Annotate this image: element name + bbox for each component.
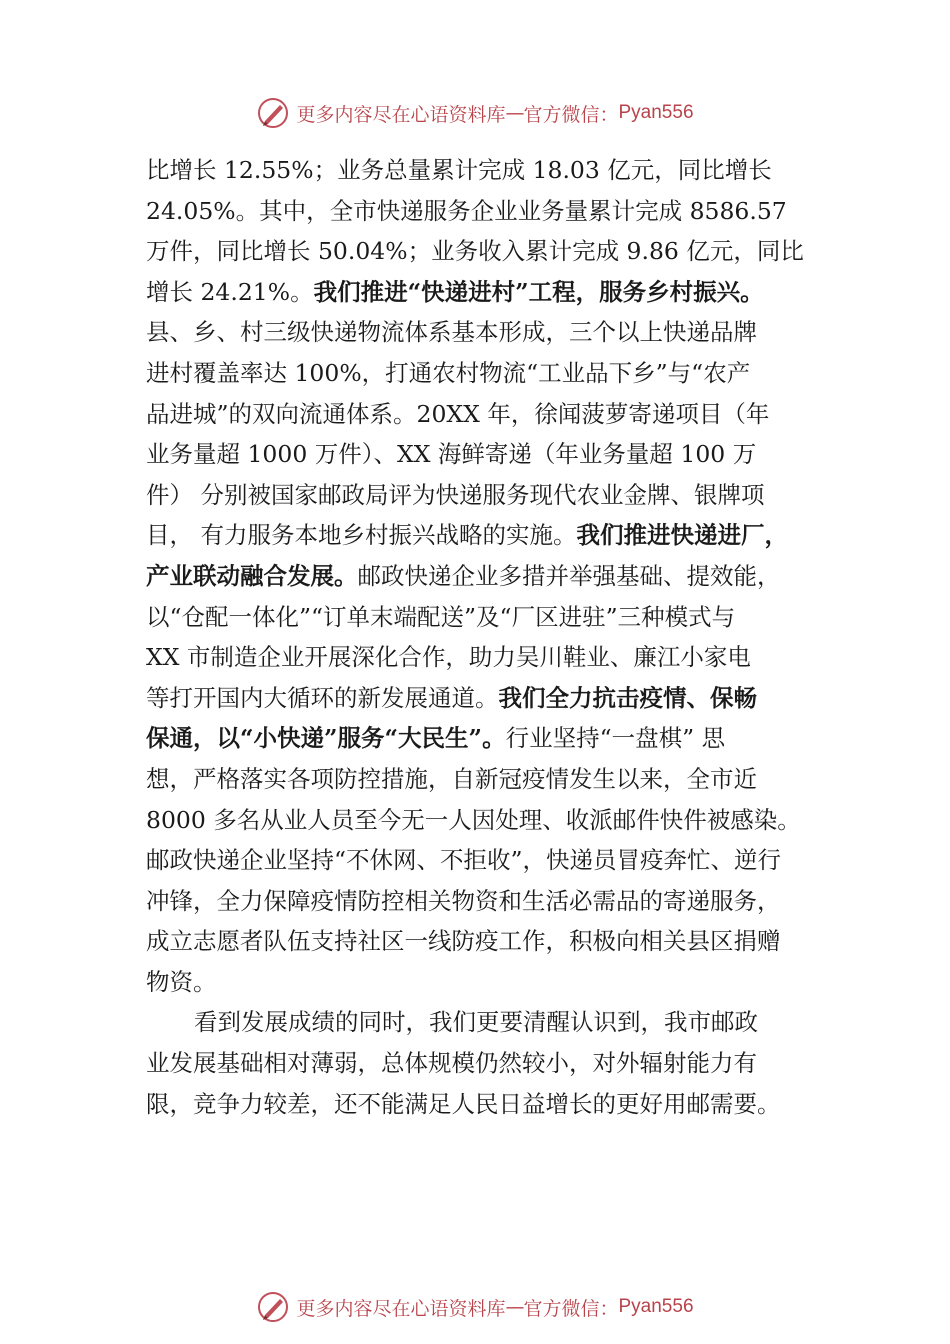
body-text: 件） 分别被国家邮政局评为快递服务现代农业金牌、银牌项: [146, 480, 765, 509]
body-text: 邮政快递企业坚持“不休网、不拒收”，快递员冒疫奔忙、逆行: [146, 846, 782, 875]
pen-logo-icon: [256, 1290, 290, 1324]
text-line: [146, 637, 836, 678]
text-line: [146, 1043, 836, 1084]
body-text: 等打开国内大循环的新发展通道。: [146, 683, 499, 712]
text-line: [146, 515, 836, 556]
banner-account-id: Pyan556: [618, 1296, 694, 1317]
header-banner: [0, 96, 950, 130]
text-line: [146, 1084, 836, 1125]
body-text: 8000 多名从业人员至今无一人因处理、收派邮件快件被感染。: [146, 805, 801, 834]
text-line: [146, 394, 836, 435]
text-line: [146, 556, 836, 597]
bold-highlight-text: 我们全力抗击疫情、保畅: [498, 683, 757, 712]
bold-highlight-text: 保通，以“小快递”服务“大民生”。: [146, 724, 506, 753]
body-text: 成立志愿者队伍支持社区一线防疫工作，积极向相关县区捐赠: [146, 927, 781, 956]
banner-main-text: 更多内容尽在心语资料库: [296, 1297, 506, 1320]
body-text: 进村覆盖率达 100%，打通农村物流“工业品下乡”与“农产: [146, 358, 751, 387]
text-line: [146, 921, 836, 962]
bold-highlight-text: 我们推进“快递进村”工程，服务乡村振兴。: [313, 277, 764, 306]
text-line: [146, 231, 836, 272]
banner-separator: —: [505, 102, 524, 124]
text-line: [146, 1002, 836, 1043]
body-text: 业发展基础相对薄弱，总体规模仍然较小，对外辐射能力有: [146, 1049, 757, 1078]
body-text: 冲锋，全力保障疫情防控相关物资和生活必需品的寄递服务，: [146, 886, 781, 915]
banner-account-id: Pyan556: [618, 102, 694, 123]
text-line: [146, 881, 836, 922]
body-text: 行业坚持“一盘棋” 思: [505, 724, 726, 753]
body-text: 想，严格落实各项防控措施，自新冠疫情发生以来，全市近: [146, 764, 757, 793]
body-text: 目， 有力服务本地乡村振兴战略的实施。: [146, 521, 577, 550]
body-text: 物资。: [146, 967, 217, 996]
text-line: [146, 272, 836, 313]
bold-highlight-text: 产业联动融合发展。: [146, 561, 358, 590]
banner-account-label: 官方微信：: [523, 1297, 619, 1320]
text-line: [146, 597, 836, 638]
footer-banner: [0, 1290, 950, 1324]
document-body: [146, 150, 836, 1124]
body-text: 增长 24.21%。: [146, 277, 314, 306]
pen-logo-icon: [256, 96, 290, 130]
text-line: [146, 191, 836, 232]
body-text: 品进城”的双向流通体系。20XX 年，徐闻菠萝寄递项目（年: [146, 399, 770, 428]
banner-main-text: 更多内容尽在心语资料库: [296, 103, 506, 126]
bold-highlight-text: 我们推进快递进厂，: [576, 521, 788, 550]
text-line: [146, 353, 836, 394]
body-text: 看到发展成绩的同时，我们更要清醒认识到，我市邮政: [194, 1008, 758, 1037]
text-line: [146, 678, 836, 719]
text-line: [146, 718, 836, 759]
text-line: [146, 800, 836, 841]
body-text: 限，竞争力较差，还不能满足人民日益增长的更好用邮需要。: [146, 1089, 781, 1118]
text-line: [146, 962, 836, 1003]
body-text: 万件，同比增长 50.04%；业务收入累计完成 9.86 亿元，同比: [146, 237, 804, 266]
body-text: 业务量超 1000 万件）、XX 海鲜寄递（年业务量超 100 万: [146, 440, 757, 469]
text-line: [146, 150, 836, 191]
text-line: [146, 475, 836, 516]
text-line: [146, 840, 836, 881]
banner-account-label: 官方微信：: [523, 103, 619, 126]
body-text: XX 市制造企业开展深化合作，助力吴川鞋业、廉江小家电: [146, 643, 751, 672]
text-line: [146, 434, 836, 475]
body-text: 24.05%。其中，全市快递服务企业业务量累计完成 8586.57: [146, 196, 787, 225]
text-line: [146, 759, 836, 800]
text-line: [146, 312, 836, 353]
body-text: 县、乡、村三级快递物流体系基本形成，三个以上快递品牌: [146, 318, 757, 347]
body-text: 比增长 12.55%；业务总量累计完成 18.03 亿元，同比增长: [146, 156, 772, 184]
body-text: 以“仓配一体化”“订单末端配送”及“厂区进驻”三种模式与: [146, 602, 736, 631]
banner-separator: —: [505, 1296, 524, 1318]
body-text: 邮政快递企业多措并举强基础、提效能，: [357, 561, 781, 590]
